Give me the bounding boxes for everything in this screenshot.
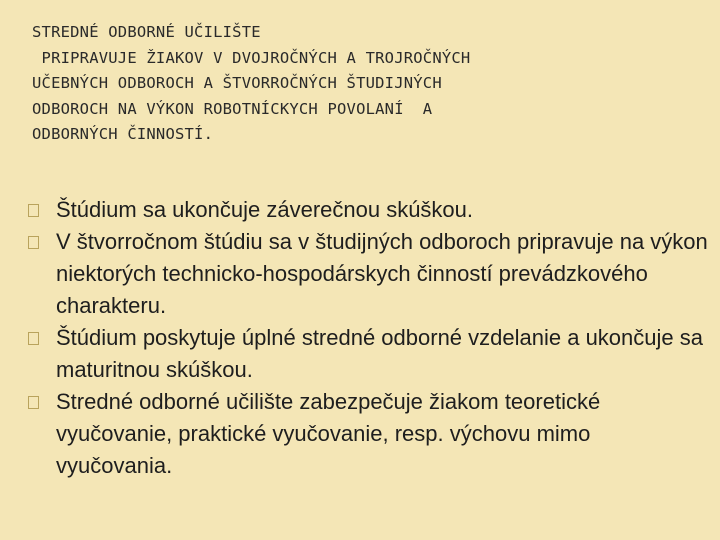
- checkbox-icon: [28, 396, 39, 409]
- bullet-item: [28, 386, 708, 482]
- title-line: ODBOROCH NA VÝKON ROBOTNÍCKYCH POVOLANÍ A: [32, 99, 433, 118]
- checkbox-icon: [28, 204, 39, 217]
- title-line: ODBORNÝCH ČINNOSTÍ.: [32, 125, 214, 143]
- bullet-item: [28, 322, 708, 386]
- checkbox-icon: [28, 236, 39, 249]
- bullet-item: [28, 226, 708, 322]
- title-line: UČEBNÝCH ODBOROCH A ŠTVORROČNÝCH ŠTUDIJNÝCH: [32, 74, 442, 92]
- slide-title: [32, 20, 682, 148]
- bullet-item: [28, 194, 708, 226]
- checkbox-icon: [28, 332, 39, 345]
- title-line: STREDNÉ ODBORNÉ UČILIŠTE: [32, 23, 261, 41]
- bullet-text: Stredné odborné učilište zabezpečuje žiakom teoretické vyučovanie, praktické vyučovanie, resp. výchovu mimo vyučovania.: [56, 389, 601, 478]
- bullet-text: Štúdium poskytuje úplné stredné odborné vzdelanie a ukončuje sa maturitnou skúškou.: [56, 325, 703, 382]
- title-line: PRIPRAVUJE ŽIAKOV V DVOJROČNÝCH A TROJROČNÝCH: [32, 48, 471, 67]
- bullet-list: [28, 194, 708, 482]
- bullet-text: Štúdium sa ukončuje záverečnou skúškou.: [56, 197, 474, 222]
- bullet-text: V štvorročnom štúdiu sa v študijných odboroch pripravuje na výkon niektorých technicko-hospodárskych činností prevádzkového charakteru.: [56, 229, 708, 318]
